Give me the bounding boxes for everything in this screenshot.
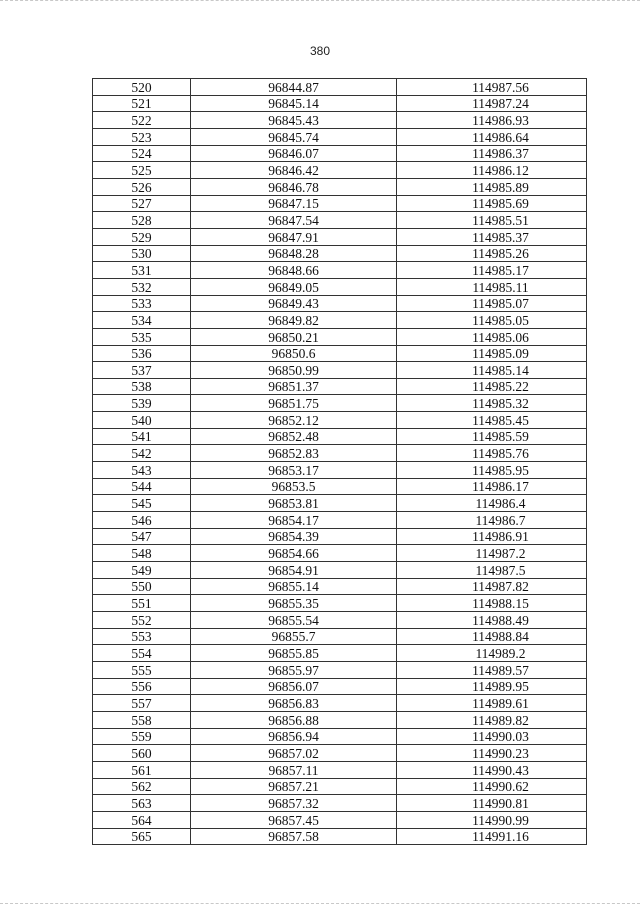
point-number-cell: 542 (93, 445, 191, 462)
x-coordinate-cell: 96850.21 (191, 328, 397, 345)
table-row (93, 95, 587, 112)
point-number-cell: 537 (93, 362, 191, 379)
point-number-cell: 534 (93, 312, 191, 329)
point-number-cell: 524 (93, 145, 191, 162)
point-number-cell: 550 (93, 578, 191, 595)
page-bottom-edge (0, 903, 640, 904)
page-top-edge (0, 0, 640, 1)
y-coordinate-cell: 114985.07 (397, 295, 587, 312)
x-coordinate-cell: 96855.85 (191, 645, 397, 662)
y-coordinate-cell: 114986.64 (397, 128, 587, 145)
table-row (93, 645, 587, 662)
table-row (93, 412, 587, 429)
point-number-cell: 549 (93, 562, 191, 579)
table-row (93, 278, 587, 295)
point-number-cell: 559 (93, 728, 191, 745)
table-row (93, 79, 587, 96)
y-coordinate-cell: 114985.26 (397, 245, 587, 262)
y-coordinate-cell: 114986.4 (397, 495, 587, 512)
x-coordinate-cell: 96847.15 (191, 195, 397, 212)
x-coordinate-cell: 96853.5 (191, 478, 397, 495)
y-coordinate-cell: 114988.15 (397, 595, 587, 612)
table-row (93, 112, 587, 129)
y-coordinate-cell: 114986.7 (397, 512, 587, 529)
y-coordinate-cell: 114987.56 (397, 79, 587, 96)
point-number-cell: 526 (93, 178, 191, 195)
point-number-cell: 536 (93, 345, 191, 362)
x-coordinate-cell: 96846.07 (191, 145, 397, 162)
y-coordinate-cell: 114990.99 (397, 811, 587, 828)
y-coordinate-cell: 114987.2 (397, 545, 587, 562)
table-row (93, 761, 587, 778)
coordinate-table (92, 78, 587, 845)
point-number-cell: 558 (93, 711, 191, 728)
y-coordinate-cell: 114985.37 (397, 228, 587, 245)
point-number-cell: 530 (93, 245, 191, 262)
point-number-cell: 548 (93, 545, 191, 562)
table-row (93, 578, 587, 595)
y-coordinate-cell: 114990.62 (397, 778, 587, 795)
x-coordinate-cell: 96847.54 (191, 212, 397, 229)
table-row (93, 778, 587, 795)
y-coordinate-cell: 114988.49 (397, 612, 587, 629)
y-coordinate-cell: 114986.37 (397, 145, 587, 162)
table-row (93, 195, 587, 212)
y-coordinate-cell: 114986.17 (397, 478, 587, 495)
y-coordinate-cell: 114985.05 (397, 312, 587, 329)
y-coordinate-cell: 114987.5 (397, 562, 587, 579)
y-coordinate-cell: 114985.11 (397, 278, 587, 295)
point-number-cell: 539 (93, 395, 191, 412)
x-coordinate-cell: 96856.07 (191, 678, 397, 695)
x-coordinate-cell: 96857.45 (191, 811, 397, 828)
x-coordinate-cell: 96857.58 (191, 828, 397, 845)
point-number-cell: 546 (93, 512, 191, 529)
table-row (93, 728, 587, 745)
x-coordinate-cell: 96845.74 (191, 128, 397, 145)
point-number-cell: 565 (93, 828, 191, 845)
y-coordinate-cell: 114985.32 (397, 395, 587, 412)
x-coordinate-cell: 96855.97 (191, 661, 397, 678)
y-coordinate-cell: 114985.09 (397, 345, 587, 362)
table-row (93, 595, 587, 612)
table-row (93, 462, 587, 479)
point-number-cell: 531 (93, 262, 191, 279)
point-number-cell: 562 (93, 778, 191, 795)
table-row (93, 695, 587, 712)
table-row (93, 212, 587, 229)
point-number-cell: 556 (93, 678, 191, 695)
point-number-cell: 529 (93, 228, 191, 245)
table-row (93, 312, 587, 329)
y-coordinate-cell: 114985.69 (397, 195, 587, 212)
x-coordinate-cell: 96855.54 (191, 612, 397, 629)
table-row (93, 811, 587, 828)
x-coordinate-cell: 96854.17 (191, 512, 397, 529)
table-row (93, 528, 587, 545)
y-coordinate-cell: 114985.06 (397, 328, 587, 345)
x-coordinate-cell: 96846.78 (191, 178, 397, 195)
y-coordinate-cell: 114989.82 (397, 711, 587, 728)
x-coordinate-cell: 96857.32 (191, 795, 397, 812)
x-coordinate-cell: 96856.88 (191, 711, 397, 728)
x-coordinate-cell: 96853.81 (191, 495, 397, 512)
y-coordinate-cell: 114986.91 (397, 528, 587, 545)
x-coordinate-cell: 96850.6 (191, 345, 397, 362)
table-row (93, 478, 587, 495)
y-coordinate-cell: 114985.45 (397, 412, 587, 429)
y-coordinate-cell: 114985.14 (397, 362, 587, 379)
point-number-cell: 551 (93, 595, 191, 612)
point-number-cell: 522 (93, 112, 191, 129)
x-coordinate-cell: 96845.14 (191, 95, 397, 112)
x-coordinate-cell: 96855.14 (191, 578, 397, 595)
point-number-cell: 532 (93, 278, 191, 295)
table-row (93, 745, 587, 762)
point-number-cell: 552 (93, 612, 191, 629)
x-coordinate-cell: 96856.94 (191, 728, 397, 745)
table-row (93, 711, 587, 728)
point-number-cell: 547 (93, 528, 191, 545)
coordinate-table-body (93, 79, 587, 845)
table-row (93, 328, 587, 345)
y-coordinate-cell: 114989.95 (397, 678, 587, 695)
y-coordinate-cell: 114991.16 (397, 828, 587, 845)
point-number-cell: 544 (93, 478, 191, 495)
x-coordinate-cell: 96854.91 (191, 562, 397, 579)
point-number-cell: 520 (93, 79, 191, 96)
y-coordinate-cell: 114988.84 (397, 628, 587, 645)
table-row (93, 628, 587, 645)
y-coordinate-cell: 114989.2 (397, 645, 587, 662)
page-number: 380 (309, 44, 331, 58)
point-number-cell: 521 (93, 95, 191, 112)
point-number-cell: 563 (93, 795, 191, 812)
x-coordinate-cell: 96856.83 (191, 695, 397, 712)
point-number-cell: 557 (93, 695, 191, 712)
y-coordinate-cell: 114985.59 (397, 428, 587, 445)
point-number-cell: 543 (93, 462, 191, 479)
point-number-cell: 561 (93, 761, 191, 778)
point-number-cell: 525 (93, 162, 191, 179)
table-row (93, 661, 587, 678)
x-coordinate-cell: 96848.66 (191, 262, 397, 279)
x-coordinate-cell: 96857.02 (191, 745, 397, 762)
coordinate-table-container (92, 78, 586, 845)
x-coordinate-cell: 96857.21 (191, 778, 397, 795)
y-coordinate-cell: 114990.81 (397, 795, 587, 812)
x-coordinate-cell: 96849.82 (191, 312, 397, 329)
point-number-cell: 555 (93, 661, 191, 678)
x-coordinate-cell: 96845.43 (191, 112, 397, 129)
table-row (93, 145, 587, 162)
x-coordinate-cell: 96853.17 (191, 462, 397, 479)
x-coordinate-cell: 96857.11 (191, 761, 397, 778)
x-coordinate-cell: 96854.66 (191, 545, 397, 562)
point-number-cell: 528 (93, 212, 191, 229)
y-coordinate-cell: 114986.12 (397, 162, 587, 179)
x-coordinate-cell: 96846.42 (191, 162, 397, 179)
table-row (93, 362, 587, 379)
point-number-cell: 533 (93, 295, 191, 312)
table-row (93, 795, 587, 812)
table-row (93, 262, 587, 279)
y-coordinate-cell: 114985.76 (397, 445, 587, 462)
x-coordinate-cell: 96850.99 (191, 362, 397, 379)
point-number-cell: 523 (93, 128, 191, 145)
y-coordinate-cell: 114985.89 (397, 178, 587, 195)
table-row (93, 128, 587, 145)
point-number-cell: 527 (93, 195, 191, 212)
y-coordinate-cell: 114986.93 (397, 112, 587, 129)
point-number-cell: 535 (93, 328, 191, 345)
x-coordinate-cell: 96848.28 (191, 245, 397, 262)
x-coordinate-cell: 96851.75 (191, 395, 397, 412)
table-row (93, 545, 587, 562)
point-number-cell: 553 (93, 628, 191, 645)
table-row (93, 245, 587, 262)
table-row (93, 512, 587, 529)
table-row (93, 162, 587, 179)
y-coordinate-cell: 114990.43 (397, 761, 587, 778)
y-coordinate-cell: 114987.24 (397, 95, 587, 112)
table-row (93, 345, 587, 362)
y-coordinate-cell: 114985.22 (397, 378, 587, 395)
x-coordinate-cell: 96854.39 (191, 528, 397, 545)
x-coordinate-cell: 96852.12 (191, 412, 397, 429)
y-coordinate-cell: 114985.17 (397, 262, 587, 279)
table-row (93, 828, 587, 845)
y-coordinate-cell: 114990.23 (397, 745, 587, 762)
x-coordinate-cell: 96851.37 (191, 378, 397, 395)
table-row (93, 178, 587, 195)
x-coordinate-cell: 96849.43 (191, 295, 397, 312)
y-coordinate-cell: 114987.82 (397, 578, 587, 595)
table-row (93, 378, 587, 395)
x-coordinate-cell: 96847.91 (191, 228, 397, 245)
table-row (93, 678, 587, 695)
point-number-cell: 564 (93, 811, 191, 828)
y-coordinate-cell: 114989.61 (397, 695, 587, 712)
x-coordinate-cell: 96855.35 (191, 595, 397, 612)
point-number-cell: 540 (93, 412, 191, 429)
table-row (93, 295, 587, 312)
point-number-cell: 545 (93, 495, 191, 512)
table-row (93, 428, 587, 445)
point-number-cell: 541 (93, 428, 191, 445)
point-number-cell: 538 (93, 378, 191, 395)
table-row (93, 445, 587, 462)
y-coordinate-cell: 114989.57 (397, 661, 587, 678)
point-number-cell: 554 (93, 645, 191, 662)
y-coordinate-cell: 114985.51 (397, 212, 587, 229)
table-row (93, 395, 587, 412)
table-row (93, 562, 587, 579)
table-row (93, 495, 587, 512)
x-coordinate-cell: 96844.87 (191, 79, 397, 96)
x-coordinate-cell: 96855.7 (191, 628, 397, 645)
y-coordinate-cell: 114990.03 (397, 728, 587, 745)
x-coordinate-cell: 96852.83 (191, 445, 397, 462)
table-row (93, 228, 587, 245)
y-coordinate-cell: 114985.95 (397, 462, 587, 479)
table-row (93, 612, 587, 629)
x-coordinate-cell: 96852.48 (191, 428, 397, 445)
x-coordinate-cell: 96849.05 (191, 278, 397, 295)
point-number-cell: 560 (93, 745, 191, 762)
